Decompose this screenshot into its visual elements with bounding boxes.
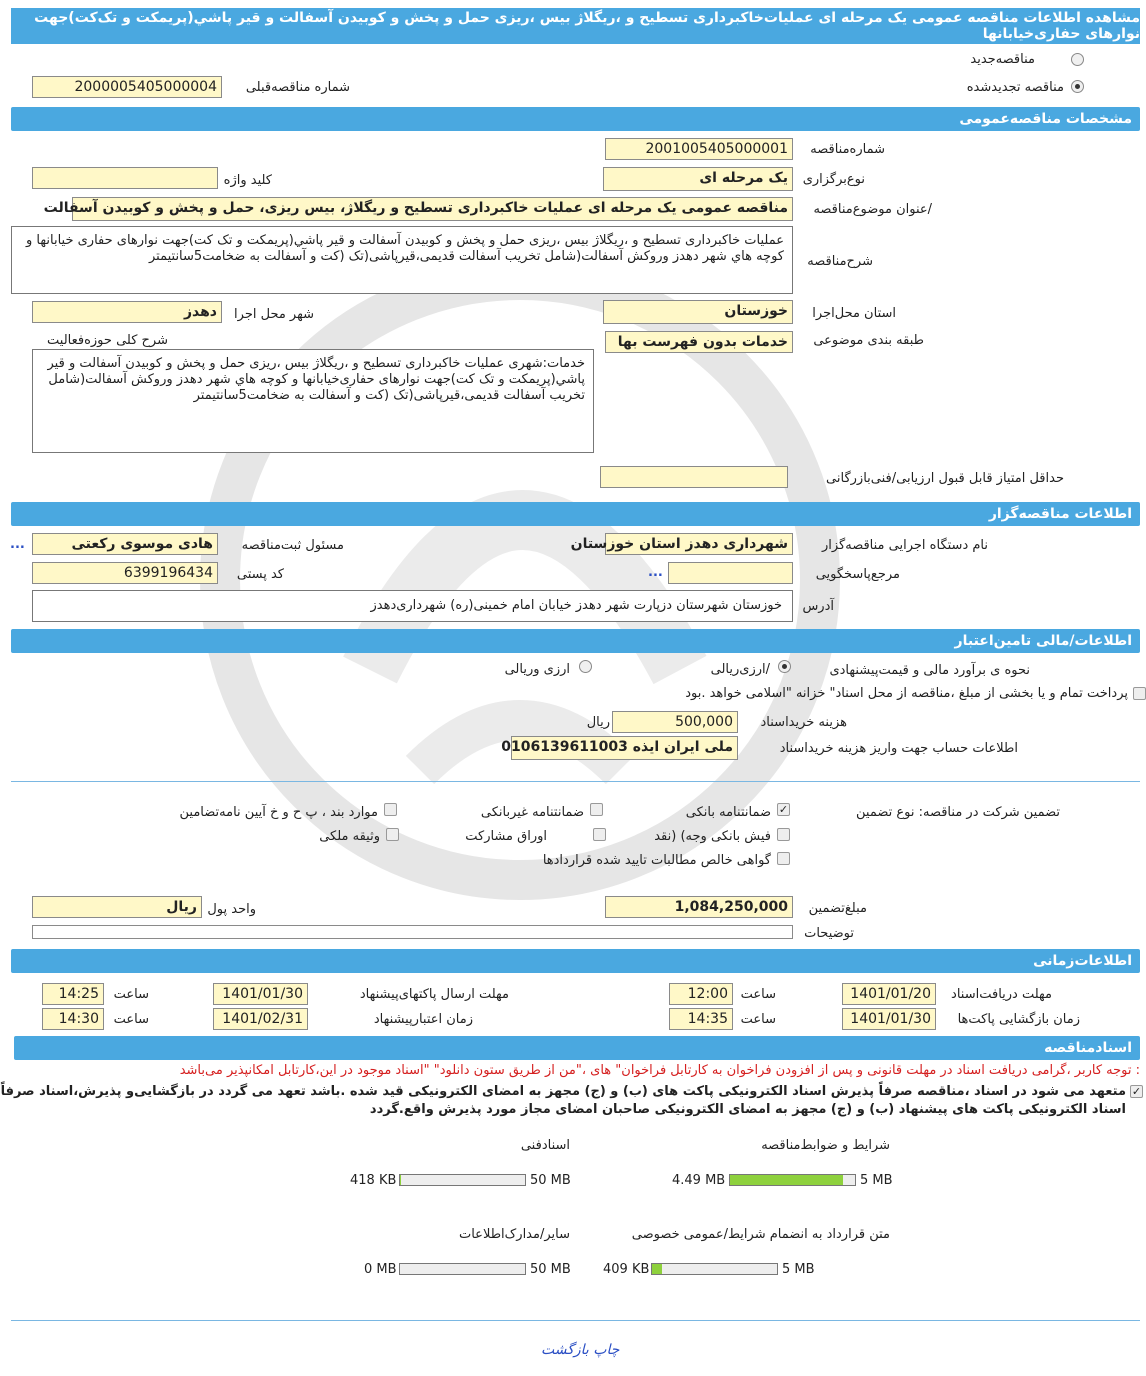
doc-progress-bar [399,1174,526,1186]
province-field: خوزستان [603,300,793,324]
tender-number-field: 2001005405000001 [605,138,793,160]
province-label: استان محل‌اجرا [812,306,896,321]
registrar-field: هادی موسوی رکعتی [32,533,218,555]
doc-progress-bar [651,1263,778,1275]
submit-date: 1401/01/30 [213,983,308,1005]
opening-label: زمان بازگشایی پاکت‌ها [957,1012,1080,1027]
receive-docs-time-label: ساعت [740,987,776,1002]
doc-max-size: 50 MB [530,1262,571,1277]
footer-links [541,1342,619,1358]
category-field: خدمات بدون فهرست بها [605,331,793,353]
min-score-label: حداقل امتیاز قابل قبول ارزیابی/فنی‌بازرگانی [826,471,1064,486]
doc-fee-label: هزینه خریداسناد [760,715,847,730]
subject-field: مناقصه عمومی یک مرحله ای عملیات خاکبرداری تسطیح و ریگلاژ، بیس ریزی، حمل و پخش و کوبیدن آسفالت [72,197,793,221]
doc-title: اسنادفنی [520,1138,570,1153]
currency-fx-label: ارزی وریالی [504,662,570,677]
validity-date: 1401/02/31 [213,1008,308,1030]
scope-box: خدمات:شهری عملیات خاکبرداری تسطیح و ،ریگلاژ بیس ،ریزی حمل و پخش و کوبیدن آسفالت و قیر پاشي(پریمکت و تک کت)جهت نوارهای حفاری‌خیابانها و کوچه هاي شهر دهدز وروکش آسفالت(شامل تخریب آسفالت قدیمی،قیرپاشی(تک (کت و آسفالت به ضخامت5سانتیمتر [32,349,594,453]
validity-label: زمان اعتبارپیشنهاد [373,1012,473,1027]
currency-unit-label: واحد پول [207,902,256,917]
city-field: دهدز [32,301,222,323]
section-documents: اسنادمناقصه [14,1036,1140,1060]
receive-docs-date: 1401/01/20 [842,983,936,1005]
response-ref-field [668,562,793,584]
doc-max-size: 5 MB [782,1262,815,1277]
agency-label: نام دستگاه اجرایی مناقصه‌گزار [821,538,988,553]
opening-time-label: ساعت [740,1012,776,1027]
holding-type-field: یک مرحله ای [603,167,793,191]
subject-label: /عنوان موضوع‌مناقصه [813,202,932,217]
keyword-label: کلید واژه [223,173,272,188]
bank-guarantee-checkbox[interactable]: ✓ [778,803,789,816]
min-score-field [600,466,788,488]
prev-number-field: 2000005405000004 [32,76,222,98]
cash-check-checkbox[interactable] [777,828,790,841]
submit-time: 14:25 [42,983,104,1005]
doc-title: شرایط و ضوابط‌مناقصه [761,1138,890,1153]
submit-time-label: ساعت [113,987,149,1002]
scope-label: شرح کلی حوزه‌فعالیت [47,333,168,348]
address-label: آدرس [802,599,834,614]
doc-progress-bar [399,1263,526,1275]
doc-progress-bar [729,1174,856,1186]
tender-number-label: شماره‌مناقصه [810,142,885,157]
bonds-label: اوراق مشارکت [465,829,547,844]
regulation-items-label: موارد بند ، پ ح و خ آیین نامه‌تضامین [179,805,378,820]
receivables-label: گواهی خالص مطالبات تایید شده قراردادها [542,853,771,868]
doc-size: 4.49 MB [672,1173,726,1188]
doc-max-size: 50 MB [530,1173,571,1188]
currency-label: نحوه ی برآورد مالی و قیمت‌پیشنهادی [829,663,1030,678]
doc-max-size: 5 MB [860,1173,893,1188]
receivables-checkbox[interactable] [777,852,790,865]
non-bank-guarantee-label: ضمانتنامه غیربانکی [480,805,584,820]
print-link[interactable]: چاپ [593,1342,620,1358]
account-label: اطلاعات حساب جهت واریز هزینه خریداسناد [779,741,1018,756]
commitment-text: متعهد می شود در اسناد ،مناقصه صرفاً پذیرش اسناد الکترونیکی پاکت های (ب) و (ج) مجهز به امضای الکترونیکی قید شده .باشد تعهد می گردد در بازگشایی‌و پذیرش،اسناد صرفاً اسناد الکترونیکی پاکت های پیشنهاد (ب) و (ج) مجهز به امضای الکترونیکی صاحبان امضای مجاز مورد پذیرش واقع.گردد [0,1084,1126,1117]
validity-time-label: ساعت [113,1012,149,1027]
doc-size: 0 MB [364,1262,397,1277]
renewed-tender-radio[interactable] [1071,80,1084,93]
submit-label: مهلت ارسال پاکتهای‌پیشنهاد [359,987,509,1002]
agency-field: شهرداری دهدز استان خوزستان [605,533,793,555]
opening-date: 1401/01/30 [842,1008,936,1030]
address-box: خوزستان شهرستان دزپارت شهر دهدز خیابان امام خمینی(ره) شهرداری‌دهدز [32,590,793,622]
guarantee-label: تضمین شرکت در مناقصه: نوع تضمین [856,805,1060,820]
doc-progress-fill [400,1175,401,1185]
postal-label: کد پستی [236,567,284,582]
user-notice: : توجه کاربر ،گرامی دریافت اسناد در مهلت قانونی و پس از افزودن فراخوان به کارتابل فراخوان" های ،"من از طریق ستون دانلود" "اسناد موجود در این،کارتابل امکانپذیر می‌باشد [179,1063,1140,1078]
registrar-label: مسئول ثبت‌مناقصه [241,538,344,553]
property-deed-label: وثیقه ملکی [319,829,380,844]
holding-type-label: نوع‌برگزاری [802,172,865,187]
footer-divider [11,1320,1140,1321]
guarantee-amount-field: 1,084,250,000 [605,896,793,918]
doc-size: 409 KB [603,1262,650,1277]
prev-number-label: شماره مناقصه‌قبلی [245,80,350,95]
response-ref-label: مرجع‌پاسخگویی [815,567,900,582]
currency-fx-radio[interactable] [579,660,592,673]
bank-guarantee-label: ضمانتنامه بانکی [685,805,771,820]
property-deed-checkbox[interactable] [386,828,399,841]
validity-time: 14:30 [42,1008,104,1030]
section-timing: اطلاعات‌زمانی [11,949,1140,973]
bonds-checkbox[interactable] [593,828,606,841]
new-tender-radio[interactable] [1071,53,1084,66]
response-ref-more-link[interactable]: ... [648,565,663,580]
city-label: شهر محل اجرا [234,307,314,322]
description-label: شرح‌مناقصه [807,254,873,269]
back-link[interactable]: بازگشت [541,1342,589,1358]
commitment-checkbox[interactable]: ✓ [1131,1085,1142,1098]
account-field: ملی ایران ایذه 0106139611003 [511,736,738,760]
currency-unit-field: ریال [32,896,202,918]
doc-fee-field: 500,000 [612,711,738,733]
description-box: عملیات خاکبرداری تسطیح و ،ریگلاژ بیس ،ریزی حمل و پخش و کوبیدن آسفالت و قیر پاشي(پریمکت و تک کت)جهت نوارهای حفاری خیابانها و کوچه هاي شهر دهدز وروکش آسفالت(شامل تخریب آسفالت قدیمی،قیرپاشی(تک (کت و آسفالت به ضخامت5سانتیمتر [11,226,793,294]
doc-size: 418 KB [350,1173,397,1188]
doc-title: سایر/مدارک‌اطلاعات [458,1227,570,1242]
non-bank-guarantee-checkbox[interactable] [590,803,603,816]
renewed-tender-label: مناقصه تجدیدشده [966,80,1064,95]
section-general: مشخصات مناقصه‌عمومی [11,107,1140,131]
new-tender-label: مناقصه‌جدید [970,52,1035,67]
doc-fee-unit: ریال [586,715,610,730]
cash-check-label: فیش بانکی وجه) (نقد [654,829,771,844]
guarantee-amount-label: مبلغ‌تضمین [808,901,867,916]
currency-rial-radio[interactable] [778,660,791,673]
opening-time: 14:35 [669,1008,733,1030]
treasury-checkbox[interactable] [1133,687,1146,700]
registrar-more-link[interactable]: ... [10,537,25,552]
currency-rial-label: /ارزی‌ریالی [710,662,770,677]
section-organizer: اطلاعات مناقصه‌گزار [11,502,1140,526]
notes-label: توضیحات [804,926,854,941]
keyword-field [32,167,218,189]
section-financial: اطلاعات/مالی تامین‌اعتبار [11,629,1140,653]
postal-field: 6399196434 [32,562,218,584]
receive-docs-label: مهلت دریافت‌اسناد [951,987,1052,1002]
doc-progress-fill [652,1264,662,1274]
receive-docs-time: 12:00 [669,983,733,1005]
treasury-label: پرداخت تمام و یا بخشی از مبلغ ،مناقصه از محل اسناد" خزانه "اسلامی خواهد .بود [685,686,1128,701]
notes-field [32,925,793,939]
category-label: طبقه بندی موضوعی [813,333,924,348]
divider [11,781,1140,782]
page-title: مشاهده اطلاعات مناقصه عمومی یک مرحله ای عملیات‌خاکبرداری تسطیح و ،ریگلاژ بیس ،ریزی حمل و پخش و کوبیدن آسفالت و قیر پاشي(پریمکت و تک‌کت)جهت نوارهای حفاری‌خیابانها [11,8,1140,44]
doc-progress-fill [730,1175,843,1185]
doc-title: متن قرارداد به انضمام شرایط/عمومی خصوصی [631,1227,890,1242]
regulation-items-checkbox[interactable] [384,803,397,816]
